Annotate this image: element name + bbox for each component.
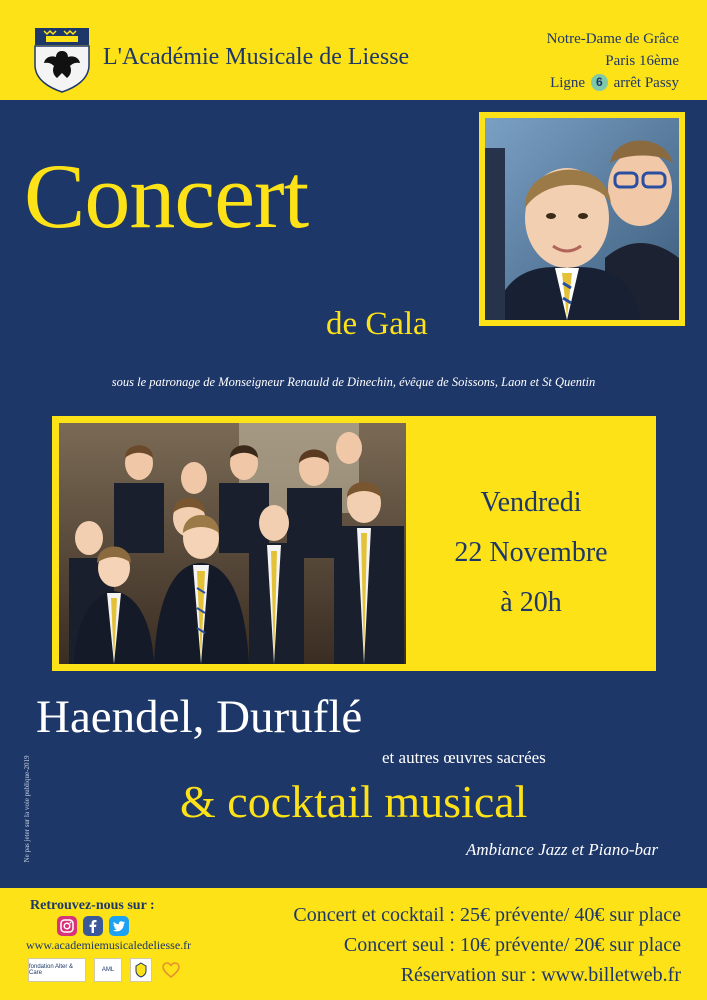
price-info — [293, 900, 681, 990]
choir-illustration — [59, 423, 406, 664]
concert-subtitle: de Gala — [326, 306, 428, 342]
side-note — [22, 730, 32, 890]
program-other-works: et autres œuvres sacrées — [382, 748, 546, 767]
program-cocktail: & cocktail musical — [180, 776, 528, 827]
partner-logo-heart — [160, 959, 182, 981]
boys-portrait-illustration — [485, 118, 679, 320]
date-date: 22 Novembre — [454, 537, 608, 568]
concert-title: Concert — [24, 145, 309, 247]
price-concert-cocktail: Concert et cocktail : 25€ prévente/ 40€ sur place — [293, 904, 681, 926]
crest-logo — [34, 27, 90, 93]
date-panel — [52, 416, 656, 671]
social-links — [57, 916, 129, 936]
metro-line-badge: 6 — [591, 74, 608, 91]
program-composers: Haendel, Duruflé — [36, 691, 363, 743]
choir-photo — [59, 423, 406, 664]
website-link[interactable]: www.academiemusicaledeliesse.fr — [26, 938, 192, 952]
partner-logos — [28, 958, 182, 982]
side-note-text: Ne pas jeter sur la voie publique-2019 — [23, 755, 31, 863]
price-concert-only: Concert seul : 10€ prévente/ 20€ sur place — [343, 934, 681, 956]
venue-metro — [547, 72, 679, 94]
partner-logo-alter-care: fondation Alter & Care — [28, 958, 86, 982]
patronage-line: sous le patronage de Monseigneur Renauld de Dinechin, évêque de Soissons, Laon et St Quentin — [111, 375, 596, 389]
twitter-icon[interactable] — [109, 916, 129, 936]
venue-city: Paris 16ème — [605, 53, 679, 69]
venue-church: Notre-Dame de Grâce — [546, 31, 679, 47]
date-day: Vendredi — [480, 487, 582, 518]
date-time: à 20h — [500, 587, 562, 618]
follow-us-label: Retrouvez-nous sur : — [30, 898, 155, 913]
metro-stop: arrêt Passy — [613, 75, 679, 91]
boys-portrait-photo-frame — [479, 112, 685, 326]
instagram-icon[interactable] — [57, 916, 77, 936]
partner-logo-emblem — [130, 958, 152, 982]
venue-info — [547, 28, 679, 94]
date-text — [446, 478, 616, 628]
partner-logo-aml: AML — [94, 958, 122, 982]
boys-portrait-photo — [485, 118, 679, 320]
booking-link[interactable]: Réservation sur : www.billetweb.fr — [400, 964, 681, 986]
facebook-icon[interactable] — [83, 916, 103, 936]
brand-name: L'Académie Musicale de Liesse — [103, 44, 410, 70]
metro-prefix: Ligne — [550, 75, 586, 91]
program-ambiance: Ambiance Jazz et Piano-bar — [466, 840, 659, 859]
